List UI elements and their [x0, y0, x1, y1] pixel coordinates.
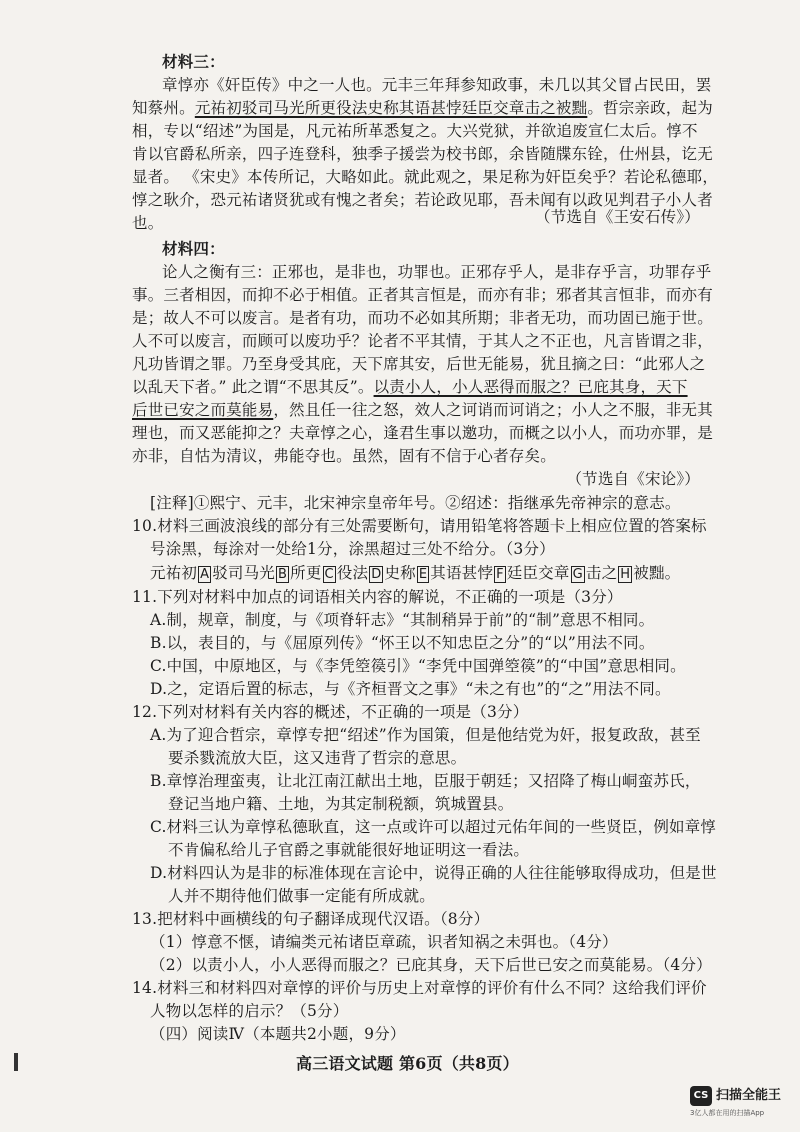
material-3-line: 惇之耿介，恐元祐诸贤犹或有愧之者矣；若论政见耶，吾未闻有以政见判君子小人者 [132, 191, 713, 209]
question-10-stem: 10.材料三画波浪线的部分有三处需要断句，请用铅笔将答题卡上相应位置的答案标 [132, 517, 707, 535]
question-11-option-b: B.以，表目的，与《屈原列传》“怀王以不知忠臣之分”的“以”用法不同。 [150, 634, 655, 652]
underlined-sentence: 以责小人，小人恶得而服之？已庇其身，天下 [373, 378, 688, 396]
material-3-line [132, 98, 713, 118]
material-4-line: 凡功皆谓之罪。乃至身受其庇，天下席其安，后世无能易，犹且摘之曰：“此邪人之 [132, 355, 706, 373]
question-12-option-a-cont: 要杀戮流放大臣，这又违背了哲宗的意思。 [168, 749, 467, 767]
scan-edge-mark [14, 1053, 18, 1071]
material-4-line: 亦非，自怙为清议，弗能夺也。虽然，固有不信于心者存矣。 [132, 447, 556, 465]
material-3-line: 也。 [132, 214, 164, 232]
segment-text: 被黜。 [633, 564, 681, 582]
question-12-option-d-cont: 人并不期待他们做事一定能有所成就。 [168, 887, 435, 905]
text-run: ，然且任一往之怒，效人之诃诮而诃诮之；小人之不服，非无其 [273, 401, 713, 419]
question-12-option-c-cont: 不肯偏私给儿子官爵之事就能很好地证明这一看法。 [168, 841, 530, 859]
underlined-sentence: 后世已安之而莫能易 [132, 401, 274, 419]
segment-text: 击之 [585, 564, 618, 582]
material-4-line: 论人之衡有三：正邪也，是非也，功罪也。正邪存乎人，是非存乎言，功罪存乎 [162, 263, 712, 281]
annotation-note: [注释]①熙宁、元丰，北宋神宗皇帝年号。②绍述：指继承先帝神宗的意志。 [150, 494, 681, 512]
page-footer: 高三语文试题 第6页（共8页） [296, 1054, 519, 1073]
material-4-line: 事。三者相因，而抑不必于相值。正者其言恒是，而亦有非；邪者其言恒非，而亦有 [132, 286, 713, 304]
break-mark-a[interactable]: A [200, 567, 210, 582]
break-mark-e[interactable]: E [418, 567, 428, 582]
segment-text: 其语甚悖 [430, 564, 494, 582]
question-10-segments [150, 563, 680, 583]
material-4-line: 理也，而又恶能抑之？夫章惇之心，逢君生事以邀功，而概之以小人，而功亦罪，是 [132, 424, 713, 442]
scanner-app-name: 扫描全能王 [716, 1088, 782, 1103]
break-mark-b[interactable]: B [278, 567, 288, 582]
segment-text: 驳司马光 [212, 564, 276, 582]
text-run: 知蔡州。 [132, 99, 195, 117]
section-4-heading: （四）阅读Ⅳ（本题共2小题，9分） [150, 1025, 406, 1043]
question-12-stem: 12.下列对材料有关内容的概述，不正确的一项是（3分） [132, 703, 529, 721]
question-12-option-c: C.材料三认为章惇私德耿直，这一点或许可以超过元佑年间的一些贤臣，例如章惇 [150, 818, 717, 836]
question-13-stem: 13.把材料中画横线的句子翻译成现代汉语。（8分） [132, 910, 490, 928]
question-12-option-b-cont: 登记当地户籍、土地，为其定制税额，筑城置县。 [168, 795, 514, 813]
question-11-option-a: A.制，规章，制度，与《项脊轩志》“其制稍异于前”的“制”意思不相同。 [150, 611, 655, 629]
question-13-sentence-2: （2）以责小人，小人恶得而服之？已庇其身，天下后世已安之而莫能易。（4分） [150, 956, 712, 974]
material-4-line: 是；故人不可以废言。是者有功，而功不必如其所期；非者无功，而功固已施于世。 [132, 309, 713, 327]
material-3-source: （节选自《王安石传》） [535, 208, 700, 226]
scanner-logo-icon: CS [690, 1086, 712, 1106]
material-3-line: 章惇亦《奸臣传》中之一人也。元丰三年拜参知政事，未几以其父冒占民田，罢 [162, 76, 712, 94]
material-4-heading: 材料四： [162, 239, 225, 258]
question-11-stem: 11.下列对材料中加点的词语相关内容的解说，不正确的一项是（3分） [132, 588, 623, 606]
segment-text: 史称 [384, 564, 416, 582]
question-11-option-d: D.之，定语后置的标志，与《齐桓晋文之事》“未之有也”的“之”用法不同。 [150, 680, 671, 698]
segment-text: 元祐初 [150, 564, 198, 582]
material-3-line: 显者。 《宋史》本传所记，大略如此。就此观之，果足称为奸臣矣乎？若论私德耶， [132, 168, 719, 186]
material-4-source: （节选自《宋论》） [566, 470, 700, 488]
break-mark-h[interactable]: H [620, 567, 631, 582]
material-4-line [132, 400, 713, 420]
question-13-sentence-1: （1）惇意不惬，请编类元祐诸臣章疏，识者知祸之未弭也。（4分） [150, 933, 618, 951]
question-14-stem: 14.材料三和材料四对章惇的评价与历史上对章惇的评价有什么不同？这给我们评价 [132, 979, 707, 997]
text-run: 。哲宗亲政，起为 [587, 99, 713, 117]
material-4-line [132, 377, 688, 397]
material-3-heading: 材料三： [162, 52, 225, 71]
segment-text: 廷臣交章 [506, 564, 570, 582]
question-10-stem: 号涂黑，每涂对一处给1分，涂黑超过三处不给分。（3分） [150, 540, 555, 558]
break-mark-g[interactable]: G [572, 567, 583, 582]
material-3-line: 肯以官爵私所亲，四子连登科，独季子援尝为校书郎，余皆随牒东铨，仕州县，讫无 [132, 145, 713, 163]
break-mark-c[interactable]: C [324, 567, 334, 582]
segment-text: 役法 [336, 564, 369, 582]
material-4-line: 人不可以废言，而顾可以废功乎？论者不平其情，于其人之不正也，凡言皆谓之非， [132, 332, 713, 350]
question-14-stem-cont: 人物以怎样的启示？（5分） [150, 1002, 349, 1020]
question-12-option-a: A.为了迎合哲宗，章惇专把“绍述”作为国策，但是他结党为奸，报复政敌，甚至 [150, 726, 701, 744]
scanner-watermark [690, 1086, 800, 1132]
question-12-option-d: D.材料四认为是非的标准体现在言论中，说得正确的人往往能够取得成功，但是世 [150, 864, 717, 882]
wavy-underlined-passage: 元祐初驳司马光所更役法史称其语甚悖廷臣交章击之被黜 [194, 99, 588, 117]
question-12-option-b: B.章惇治理蛮夷，让北江南江献出土地，臣服于朝廷；又招降了梅山峒蛮苏氏， [150, 772, 701, 790]
break-mark-f[interactable]: F [496, 567, 504, 582]
break-mark-d[interactable]: D [371, 567, 382, 582]
scanner-tagline: 3亿人都在用的扫描App [690, 1109, 765, 1117]
text-run: 以乱天下者。” 此之谓“不思其反”。 [132, 378, 374, 396]
segment-text: 所更 [290, 564, 322, 582]
question-11-option-c: C.中国，中原地区，与《李凭箜篌引》“李凭中国弹箜篌”的“中国”意思相同。 [150, 657, 686, 675]
material-3-line: 相，专以“绍述”为国是，凡元祐所革悉复之。大兴党狱，并欲追废宣仁太后。惇不 [132, 122, 698, 140]
